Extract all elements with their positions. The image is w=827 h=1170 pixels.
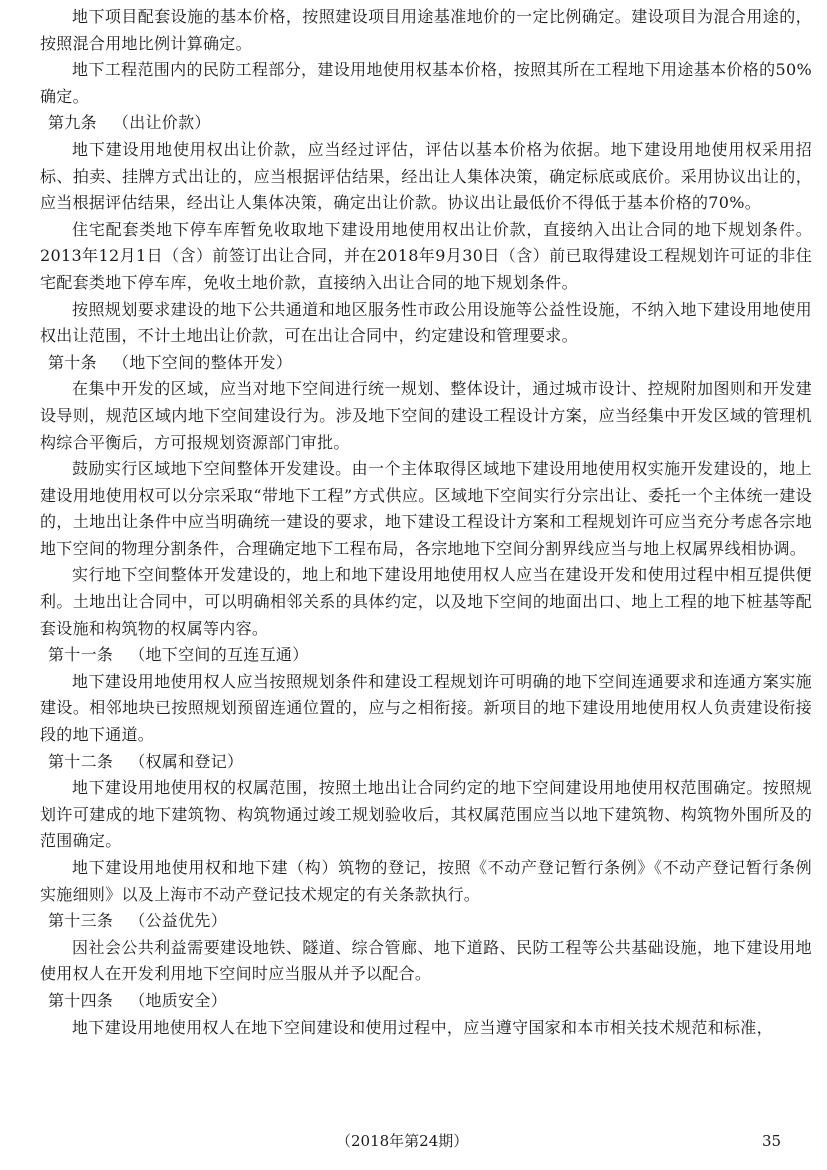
page-footer <box>0 1128 827 1154</box>
article-title: （地下空间的互连互通） <box>129 645 309 665</box>
article-title: （出让价款） <box>112 113 211 133</box>
paragraph: 因社会公共利益需要建设地铁、隧道、综合管廊、地下道路、民防工程等公共基础设施，地下建设用地使用权人在开发利用地下空间时应当服从并予以配合。 <box>40 937 812 984</box>
paragraph: 地下项目配套设施的基本价格，按照建设项目用途基准地价的一定比例确定。建设项目为混合用途的，按照混合用地比例计算确定。 <box>40 7 812 53</box>
paragraph: 地下建设用地使用权人应当按照规划条件和建设工程规划许可明确的地下空间连通要求和连通方案实施建设。相邻地块已按照规划预留连通位置的，应与之相衔接。新项目的地下建设用地使用权人负责建设衔接段的地下通道。 <box>40 671 812 745</box>
article-number: 第九条 <box>48 113 97 133</box>
paragraph: 地下建设用地使用权的权属范围，按照土地出让合同约定的地下空间建设用地使用权范围确定。按照规划许可建成的地下建筑物、构筑物通过竣工规划验收后，其权属范围应当以地下建筑物、构筑物外围所及的范围确定。 <box>40 778 812 851</box>
paragraph: 鼓励实行区域地下空间整体开发建设。由一个主体取得区域地下建设用地使用权实施开发建设的，地上建设用地使用权可以分宗采取“带地下工程”方式供应。区域地下空间实行分宗出让、委托一个主体统一建设的，土地出让条件中应当明确统一建设的要求，地下建设工程设计方案和工程规划许可应当充分考虑各宗地地下空间的物理分割条件，合理确定地下工程布局，各宗地地下空间分割界线应当与地上权属界线相协调。 <box>40 459 812 558</box>
article-heading <box>40 908 812 935</box>
article-heading <box>40 350 812 377</box>
article-number: 第十二条 <box>48 751 114 771</box>
issue-label: （2018年第24期） <box>336 1132 469 1150</box>
paragraph: 地下建设用地使用权人在地下空间建设和使用过程中，应当遵守国家和本市相关技术规范和标准， <box>72 1017 773 1037</box>
paragraph: 地下建设用地使用权和地下建（构）筑物的登记，按照《不动产登记暂行条例》《不动产登记暂行条例实施细则》以及上海市不动产登记技术规定的有关条款执行。 <box>40 858 812 904</box>
paragraph: 在集中开发的区域，应当对地下空间进行统一规划、整体设计，通过城市设计、控规附加图则和开发建设导则，规范区域内地下空间建设行为。涉及地下空间的建设工程设计方案，应当经集中开发区域的管理机构综合平衡后，方可报规划资源部门审批。 <box>40 379 812 452</box>
paragraph: 实行地下空间整体开发建设的，地上和地下建设用地使用权人应当在建设开发和使用过程中相互提供便利。土地出让合同中，可以明确相邻关系的具体约定，以及地下空间的地面出口、地上工程的地下桩基等配套设施和构筑物的权属等内容。 <box>40 565 812 638</box>
paragraph: 地下工程范围内的民防工程部分，建设用地使用权基本价格，按照其所在工程地下用途基本价格的50%确定。 <box>40 60 812 106</box>
article-heading <box>40 749 812 776</box>
article-number: 第十一条 <box>48 645 114 665</box>
paragraph: 地下建设用地使用权出让价款，应当经过评估，评估以基本价格为依据。地下建设用地使用权采用招标、拍卖、挂牌方式出让的，应当根据评估结果，经出让人集体决策，确定标底或底价。采用协议出让的，应当根据评估结果，经出让人集体决策，确定出让价款。协议出让最低价不得低于基本价格的70%。 <box>40 139 812 213</box>
article-number: 第十条 <box>48 352 97 372</box>
document-body <box>40 4 812 1041</box>
paragraph: 住宅配套类地下停车库暂免收取地下建设用地使用权出让价款，直接纳入出让合同的地下规划条件。2013年12月1日（含）前签订出让合同，并在2018年9月30日（含）前已取得建设工程规划许可证的非住宅配套类地下停车库，免收土地价款，直接纳入出让合同的地下规划条件。 <box>40 219 812 292</box>
article-title: （地质安全） <box>129 990 228 1010</box>
article-title: （公益优先） <box>129 911 228 931</box>
article-title: （地下空间的整体开发） <box>112 352 293 372</box>
article-heading <box>40 642 812 669</box>
article-heading <box>40 110 812 137</box>
paragraph: 按照规划要求建设的地下公共通道和地区服务性市政公用设施等公益性设施，不纳入地下建设用地使用权出让范围，不计土地出让价款，可在出让合同中，约定建设和管理要求。 <box>40 299 812 346</box>
article-heading <box>40 988 812 1015</box>
article-title: （权属和登记） <box>129 751 244 771</box>
article-number: 第十三条 <box>48 911 114 931</box>
article-number: 第十四条 <box>48 990 114 1010</box>
page-number: 35 <box>762 1132 782 1150</box>
